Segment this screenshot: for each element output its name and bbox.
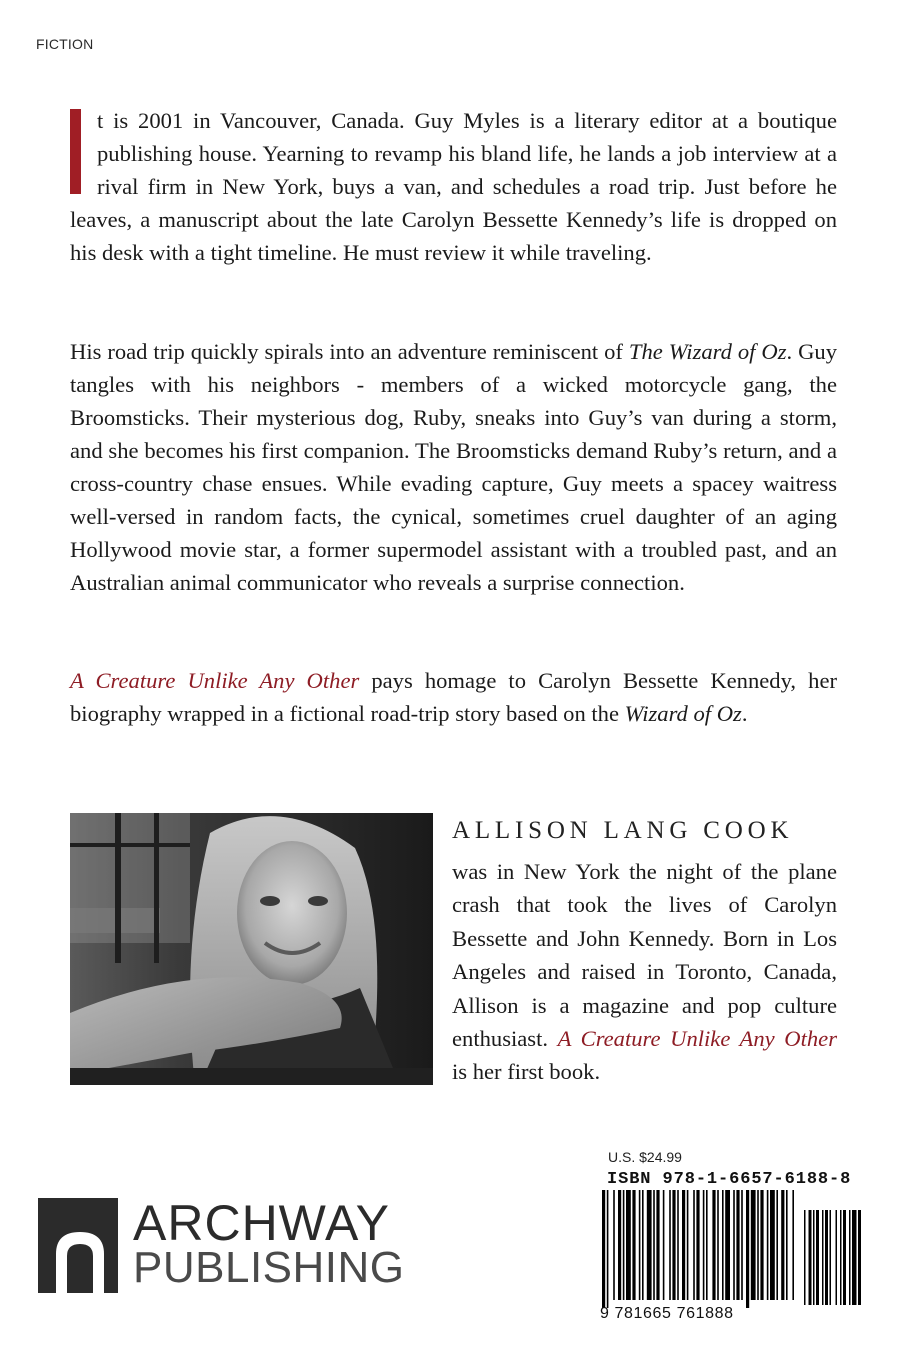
description-paragraph-2: [70, 335, 837, 599]
barcode-bar: [623, 1190, 625, 1300]
author-bio: [452, 855, 837, 1089]
addon-bar: [836, 1210, 838, 1305]
barcode-bar: [653, 1190, 655, 1300]
book-title-inline: A Creature Unlike Any Other: [557, 1026, 837, 1052]
publisher-name: ARCHWAY: [133, 1195, 390, 1251]
barcode-bar: [786, 1190, 788, 1300]
barcode-bar: [669, 1190, 671, 1300]
barcode-bar: [696, 1190, 699, 1300]
barcode-bar: [722, 1190, 724, 1300]
publisher-logo: [38, 1195, 438, 1293]
addon-bar: [822, 1210, 824, 1305]
addon-bar: [809, 1210, 812, 1305]
isbn-label: ISBN 978-1-6657-6188-8: [607, 1170, 852, 1189]
barcode-bar: [618, 1190, 621, 1300]
addon-bar: [840, 1210, 842, 1305]
addon-bar: [843, 1210, 846, 1305]
barcode-bar: [687, 1190, 689, 1300]
barcode-bar: [706, 1190, 708, 1300]
barcode-bar: [656, 1190, 659, 1300]
addon-bar: [813, 1210, 815, 1305]
barcode-bar: [733, 1190, 735, 1300]
wizard-of-oz-reference: Wizard of Oz: [624, 701, 742, 726]
barcode-bar: [757, 1190, 759, 1300]
paragraph-2-body: . Guy tangles with his neighbors - members of a wicked motorcycle gang, the Broomsticks. Their mysterious dog, Ruby, sneaks into Guy’s van during a storm, and she becomes his first companion. The Broomsticks demand Ruby’s return, and a cross-country chase ensues. While evading capture, Guy meets a spacey waitress well-versed in random facts, the cynical, sometimes cruel daughter of an aging Hollywood movie star, a former supermodel assistant with a troubled past, and an Australian animal communicator who reveals a surprise connection.: [70, 339, 838, 595]
barcode-bar: [663, 1190, 665, 1300]
addon-bar: [849, 1210, 851, 1305]
barcode-bar: [770, 1190, 775, 1300]
barcode-bar: [703, 1190, 705, 1300]
author-bio-text: was in New York the night of the plane crash that took the lives of Carolyn Bessette and John Kennedy. Born in Los Angeles and raised in Toronto, Canada, Allison is a magazine and pop culture enthusiast.: [452, 859, 837, 1052]
description-paragraph-3: [70, 664, 837, 730]
barcode-bar: [736, 1190, 739, 1300]
genre-label: FICTION: [36, 36, 94, 52]
addon-bar: [825, 1210, 828, 1305]
barcode-bar: [741, 1190, 743, 1300]
drop-cap-bar: [70, 109, 81, 194]
barcode-bar: [792, 1190, 794, 1300]
paragraph-1-text: t is 2001 in Vancouver, Canada. Guy Myles is a literary editor at a boutique publishing house. Yearning to revamp his bland life, he lands a job interview at a rival firm in New York, buys a van, and schedules a road trip. Just before he leaves, a manuscript about the late Carolyn Bessette Kennedy’s life is dropped on his desk with a tight timeline. He must review it while traveling.: [70, 108, 837, 265]
addon-bar: [804, 1210, 806, 1305]
addon-bar: [816, 1210, 819, 1305]
barcode-bar: [693, 1190, 695, 1300]
paragraph-3-body: pays homage to Carolyn Bessette Kennedy, her biography wrapped in a fictional road-trip story based on the: [70, 668, 837, 726]
addon-bar: [830, 1210, 832, 1305]
wizard-of-oz-title: The Wizard of Oz: [628, 339, 787, 364]
barcode-bar: [642, 1190, 644, 1300]
barcode-bar: [776, 1190, 778, 1300]
price-label: U.S. $24.99: [608, 1149, 682, 1165]
description-paragraph-1: [70, 104, 837, 269]
author-name: ALLISON LANG COOK: [452, 817, 794, 844]
publisher-subname: PUBLISHING: [133, 1243, 405, 1292]
ean-digits: 9 781665 761888: [600, 1305, 734, 1322]
barcode-bar: [751, 1190, 756, 1300]
archway-arch-icon: [38, 1198, 118, 1293]
barcode-bar: [632, 1190, 635, 1300]
barcode-bar: [672, 1190, 675, 1300]
paragraph-3-end: .: [741, 701, 748, 726]
barcode-bar: [602, 1190, 605, 1308]
barcode-bar: [677, 1190, 679, 1300]
barcode-bar: [767, 1190, 769, 1300]
barcode-bar: [607, 1190, 609, 1308]
barcode-bar: [682, 1190, 685, 1300]
barcode-bar: [746, 1190, 749, 1308]
barcode-bar: [712, 1190, 715, 1300]
barcode-bar: [626, 1190, 631, 1300]
barcode-bar: [725, 1190, 730, 1300]
barcode-bar: [613, 1190, 615, 1300]
author-bio-end: is her first book.: [452, 1059, 601, 1085]
barcode-bar: [760, 1190, 763, 1300]
barcode-bar: [717, 1190, 719, 1300]
barcode-bar: [781, 1190, 784, 1300]
paragraph-2-lead: His road trip quickly spirals into an adventure reminiscent of: [70, 339, 629, 364]
barcode-bar: [639, 1190, 641, 1300]
addon-bar: [858, 1210, 861, 1305]
author-photo: [70, 813, 433, 1085]
book-title-inline: A Creature Unlike Any Other: [70, 668, 360, 693]
addon-bar: [852, 1210, 857, 1305]
barcode-bar: [647, 1190, 652, 1300]
